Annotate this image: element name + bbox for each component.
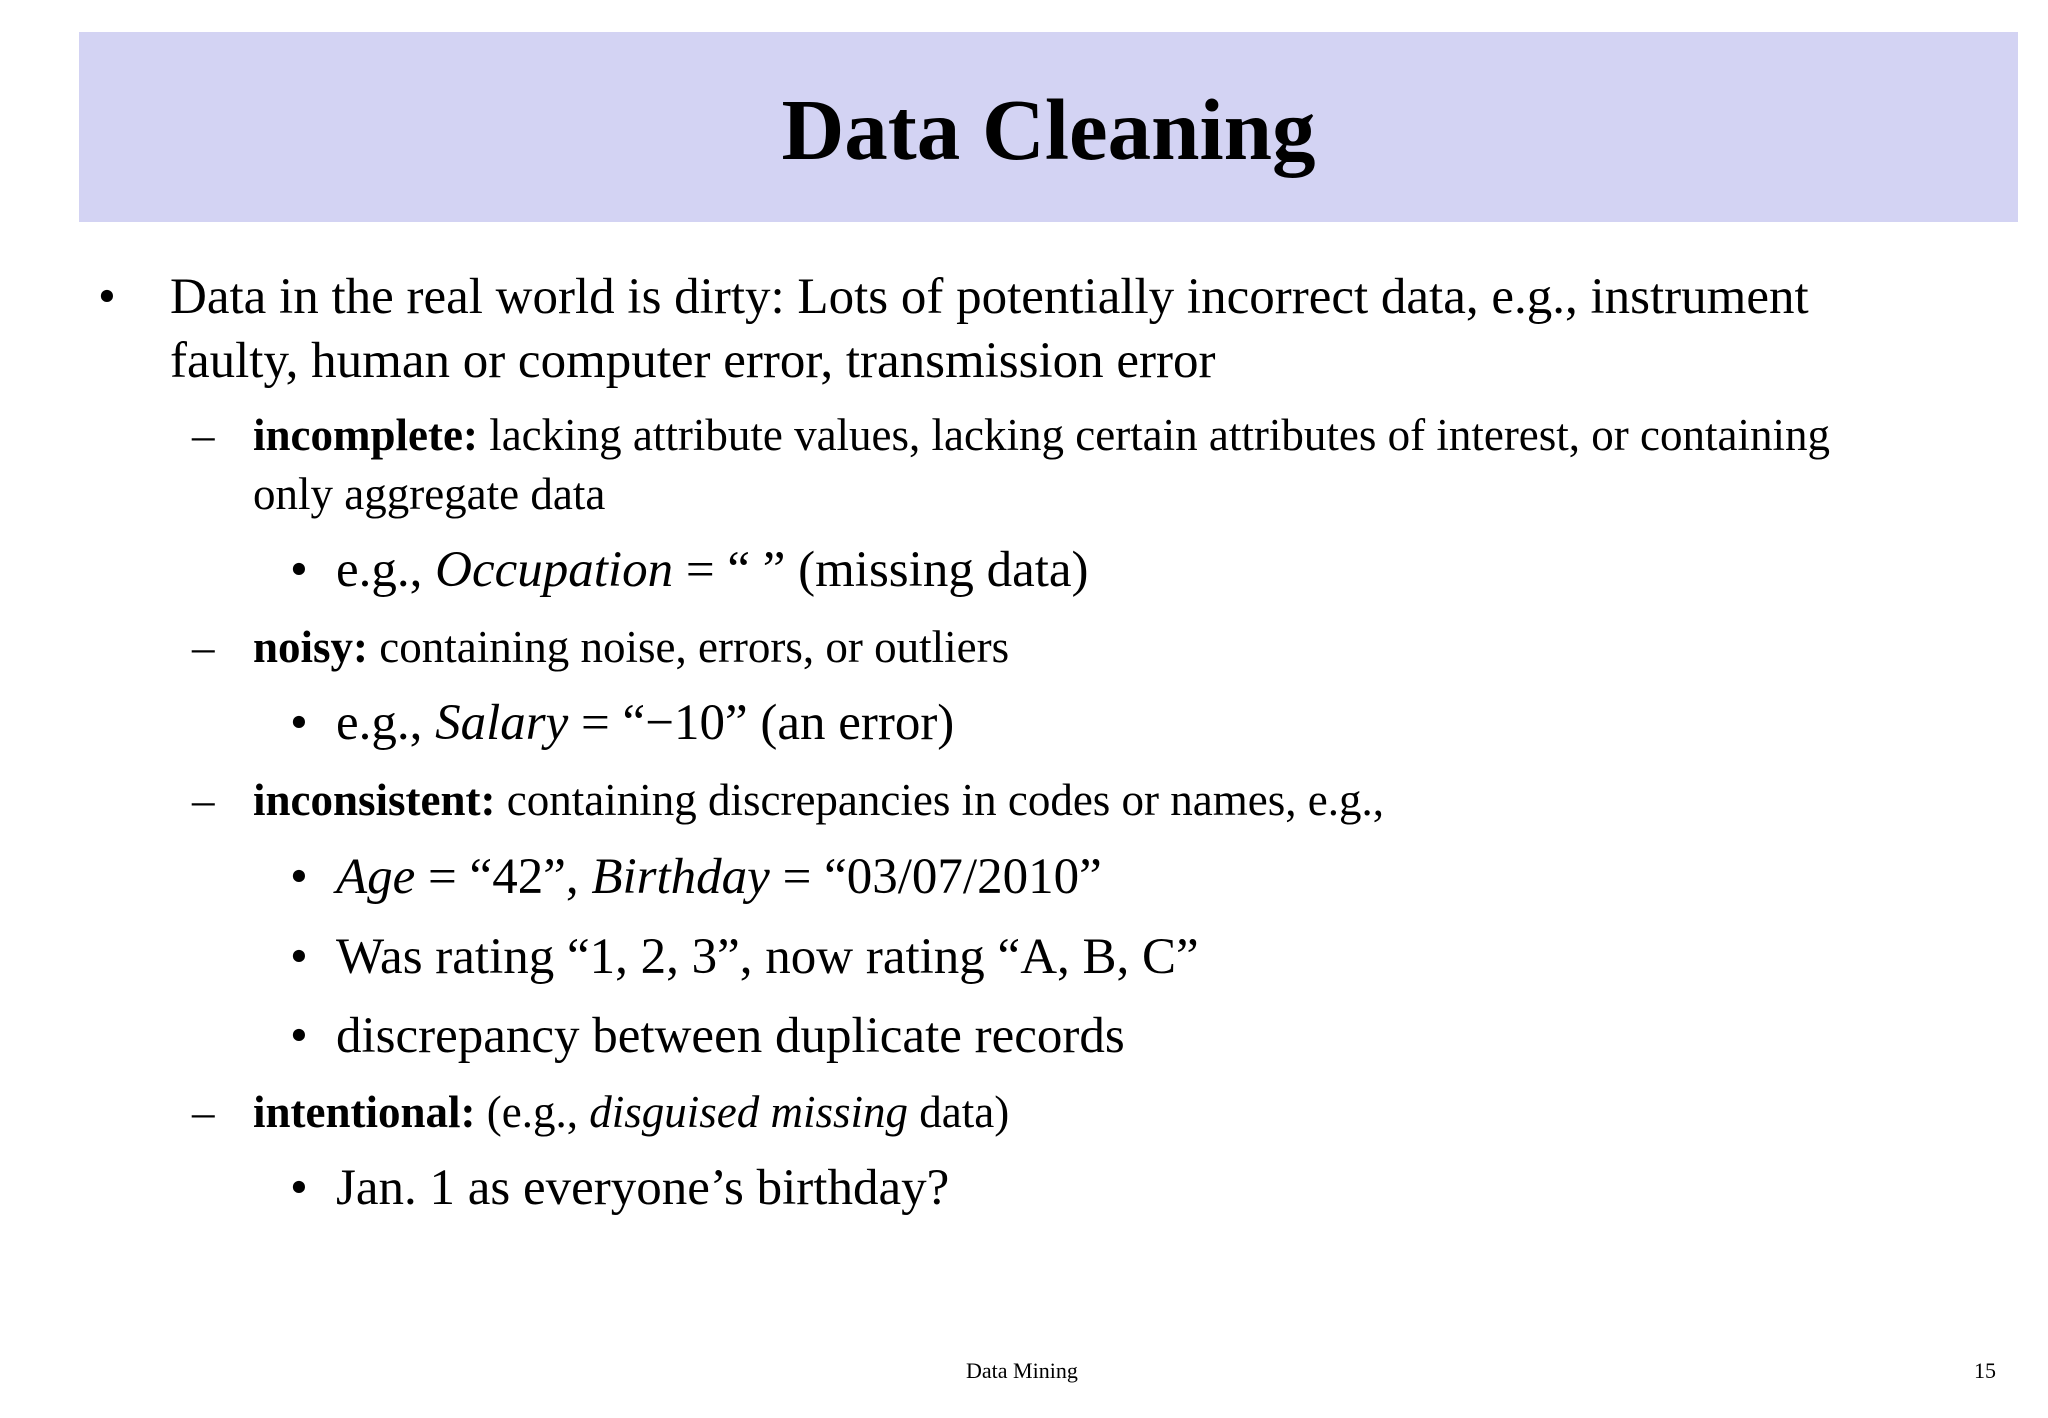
intentional-item xyxy=(253,1087,1010,1137)
inconsistent-item xyxy=(253,775,1384,825)
noisy-example xyxy=(336,695,955,751)
bullet-marker: • xyxy=(290,929,308,985)
inconsistent-text: containing discrepancies in codes or names, e.g., xyxy=(495,775,1384,825)
inconsistent-example-age xyxy=(336,849,1102,905)
dash-marker: – xyxy=(192,622,215,672)
intentional-text-end: data) xyxy=(908,1087,1010,1137)
bullet-marker: • xyxy=(98,269,116,325)
incomplete-text-line2: only aggregate data xyxy=(253,469,606,519)
example-attribute: Birthday xyxy=(591,849,770,905)
dash-marker: – xyxy=(192,1087,215,1137)
incomplete-item xyxy=(253,410,1830,460)
example-value: = “ ” (missing data) xyxy=(673,542,1089,598)
noisy-text: containing noise, errors, or outliers xyxy=(368,622,1010,672)
example-prefix: e.g., xyxy=(336,542,436,598)
main-bullet-line2: faulty, human or computer error, transmission error xyxy=(170,333,1216,389)
main-bullet-line1: Data in the real world is dirty: Lots of potentially incorrect data, e.g., instrument xyxy=(170,269,1809,325)
page-number: 15 xyxy=(1974,1358,1996,1383)
example-prefix: e.g., xyxy=(336,695,436,751)
dash-marker: – xyxy=(192,410,215,460)
noisy-term: noisy: xyxy=(253,622,369,672)
dash-marker: – xyxy=(192,775,215,825)
example-value: = “42”, xyxy=(415,849,592,905)
inconsistent-example-duplicates: discrepancy between duplicate records xyxy=(336,1008,1125,1064)
inconsistent-term: inconsistent: xyxy=(253,775,496,825)
noisy-item xyxy=(253,622,1010,672)
bullet-marker: • xyxy=(290,849,308,905)
example-attribute: Age xyxy=(336,849,416,905)
incomplete-term: incomplete: xyxy=(253,410,478,460)
bullet-marker: • xyxy=(290,695,308,751)
incomplete-example xyxy=(336,542,1089,598)
example-attribute: Salary xyxy=(435,695,569,751)
example-value: = “03/07/2010” xyxy=(769,849,1102,905)
bullet-marker: • xyxy=(290,1160,308,1216)
example-value: = “−10” (an error) xyxy=(568,695,955,751)
intentional-italic-text: disguised missing xyxy=(589,1087,909,1137)
intentional-term: intentional: xyxy=(253,1087,476,1137)
incomplete-text: lacking attribute values, lacking certain attributes of interest, or containing xyxy=(477,410,1830,460)
footer-title: Data Mining xyxy=(966,1358,1078,1383)
slide-title: Data Cleaning xyxy=(781,80,1316,178)
intentional-text: (e.g., xyxy=(475,1087,590,1137)
inconsistent-example-rating: Was rating “1, 2, 3”, now rating “A, B, C” xyxy=(336,929,1199,985)
bullet-marker: • xyxy=(290,1008,308,1064)
example-attribute: Occupation xyxy=(435,542,674,598)
bullet-marker: • xyxy=(290,542,308,598)
intentional-example: Jan. 1 as everyone’s birthday? xyxy=(336,1160,950,1216)
